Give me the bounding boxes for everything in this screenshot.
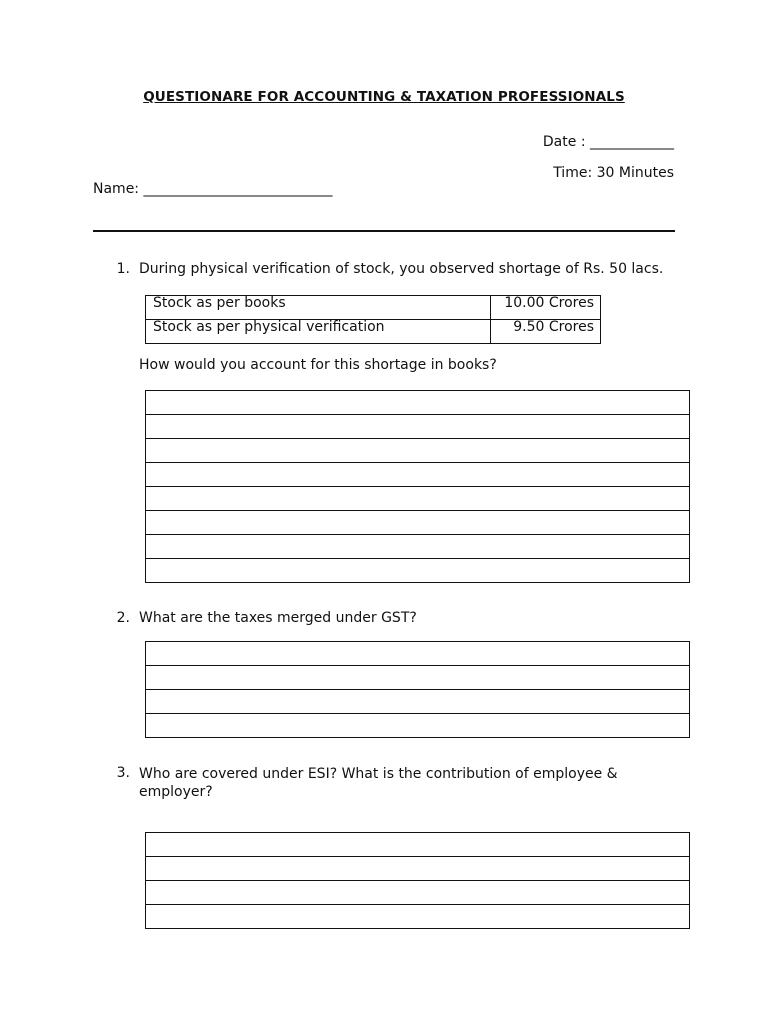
- answer-line[interactable]: [146, 463, 690, 487]
- answer-cell[interactable]: [146, 642, 690, 666]
- stock-books-label: Stock as per books: [146, 296, 491, 320]
- answer-line[interactable]: [146, 881, 690, 905]
- answer-cell[interactable]: [146, 714, 690, 738]
- answer-cell[interactable]: [146, 535, 690, 559]
- stock-books-value: 10.00 Crores: [491, 296, 601, 320]
- answer-cell[interactable]: [146, 857, 690, 881]
- answer-line[interactable]: [146, 391, 690, 415]
- answer-cell[interactable]: [146, 463, 690, 487]
- answer-cell[interactable]: [146, 439, 690, 463]
- answer-line[interactable]: [146, 642, 690, 666]
- stock-physical-label: Stock as per physical verification: [146, 320, 491, 344]
- answer-line[interactable]: [146, 439, 690, 463]
- header-divider: [93, 230, 675, 232]
- answer-cell[interactable]: [146, 415, 690, 439]
- answer-cell[interactable]: [146, 666, 690, 690]
- question-2-number: 2.: [116, 610, 130, 626]
- time-limit: Time: 30 Minutes: [553, 165, 674, 181]
- answer-box-2[interactable]: [145, 641, 690, 738]
- answer-cell[interactable]: [146, 690, 690, 714]
- answer-line[interactable]: [146, 511, 690, 535]
- answer-line[interactable]: [146, 833, 690, 857]
- question-1-number: 1.: [116, 261, 130, 277]
- question-3-text: Who are covered under ESI? What is the contribution of employee & employer?: [139, 766, 618, 800]
- page-title: QUESTIONARE FOR ACCOUNTING & TAXATION PROFESSIONALS: [143, 89, 625, 105]
- date-field: Date : ____________: [542, 134, 674, 150]
- answer-line[interactable]: [146, 666, 690, 690]
- question-1-text: During physical verification of stock, you observed shortage of Rs. 50 lacs.: [139, 261, 664, 277]
- answer-cell[interactable]: [146, 881, 690, 905]
- table-row: [146, 296, 601, 320]
- answer-line[interactable]: [146, 690, 690, 714]
- answer-box-1[interactable]: [145, 390, 690, 583]
- answer-line[interactable]: [146, 857, 690, 881]
- stock-table: [145, 295, 601, 344]
- table-row: [146, 320, 601, 344]
- answer-line[interactable]: [146, 905, 690, 929]
- question-3-number: 3.: [116, 765, 130, 781]
- name-field: Name: ___________________________: [93, 181, 333, 197]
- answer-cell[interactable]: [146, 833, 690, 857]
- question-1-follow-up: How would you account for this shortage in books?: [139, 357, 497, 373]
- answer-cell[interactable]: [146, 391, 690, 415]
- answer-line[interactable]: [146, 535, 690, 559]
- stock-physical-value: 9.50 Crores: [491, 320, 601, 344]
- answer-cell[interactable]: [146, 905, 690, 929]
- question-2-text: What are the taxes merged under GST?: [139, 610, 417, 626]
- answer-line[interactable]: [146, 559, 690, 583]
- answer-line[interactable]: [146, 487, 690, 511]
- answer-box-3[interactable]: [145, 832, 690, 929]
- answer-cell[interactable]: [146, 487, 690, 511]
- answer-line[interactable]: [146, 415, 690, 439]
- answer-cell[interactable]: [146, 511, 690, 535]
- answer-cell[interactable]: [146, 559, 690, 583]
- answer-line[interactable]: [146, 714, 690, 738]
